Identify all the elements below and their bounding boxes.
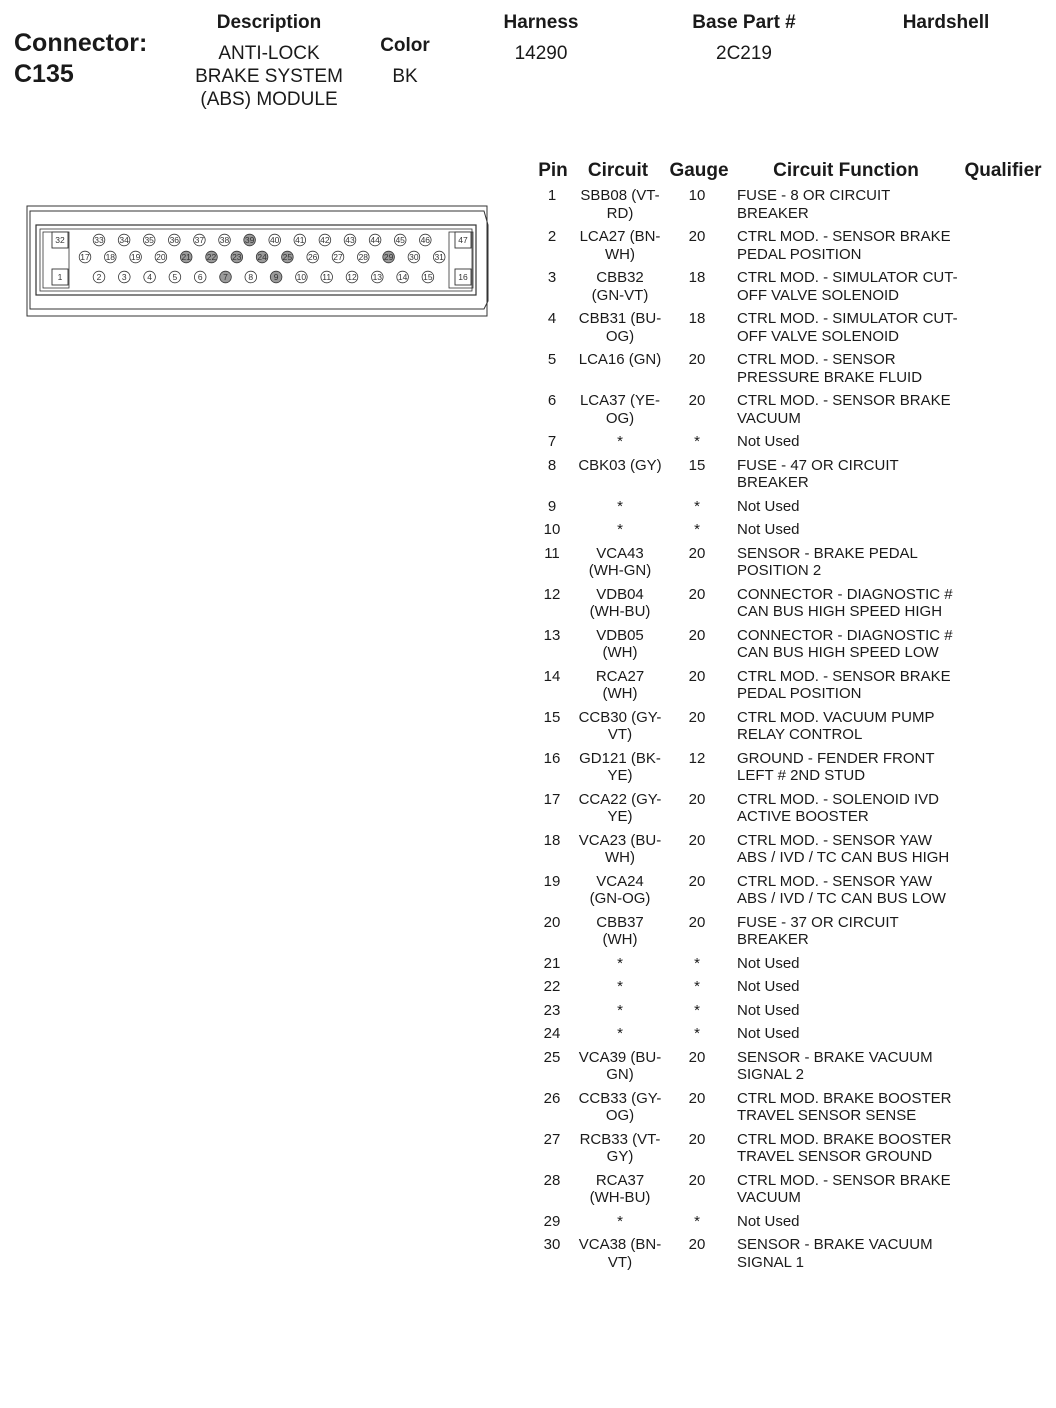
table-row <box>528 1131 1056 1172</box>
pin-number-label: 14 <box>397 272 408 282</box>
pin-cell: 8 <box>547 456 557 474</box>
function-cell: Not Used <box>737 1212 800 1230</box>
function-cell: Not Used <box>737 433 800 450</box>
pin-number-label: 38 <box>219 235 230 245</box>
table-row <box>528 392 1056 433</box>
circuit-cell: RCA37 (WH-BU) <box>589 1171 651 1206</box>
table-row <box>528 545 1056 586</box>
circuit-cell: CBK03 (GY) <box>578 456 662 474</box>
pin-number-label: 8 <box>248 272 254 282</box>
circuit-cell: * <box>617 978 623 995</box>
table-row <box>528 791 1056 832</box>
pin-cell: 12 <box>543 585 561 603</box>
pin-cell: 24 <box>543 1025 561 1042</box>
pin-cell: 26 <box>543 1089 561 1107</box>
function-cell: Not Used <box>737 978 800 995</box>
table-row <box>528 433 1056 457</box>
pin-cell: 20 <box>543 913 561 931</box>
gauge-cell: * <box>694 978 700 995</box>
table-row <box>528 1025 1056 1049</box>
table-row <box>528 955 1056 979</box>
pin-number-label: 47 <box>458 235 468 245</box>
pin-cell: 6 <box>547 392 557 409</box>
pin-number-label: 37 <box>194 235 205 245</box>
circuit-cell: * <box>617 954 623 972</box>
pin-cell: 21 <box>543 954 561 972</box>
pin-cell: 28 <box>543 1171 561 1189</box>
col-header-circuit: Circuit <box>587 160 649 181</box>
pin-cell: 3 <box>547 269 557 286</box>
hardshell-label: Hardshell <box>902 12 990 33</box>
pin-number-label: 11 <box>322 272 332 282</box>
description-line: BRAKE SYSTEM <box>195 66 343 87</box>
circuit-cell: * <box>617 521 623 538</box>
gauge-cell: 20 <box>688 544 706 562</box>
gauge-cell: * <box>694 521 700 538</box>
connector-title <box>14 28 147 90</box>
function-cell: CTRL MOD. - SOLENOID IVD ACTIVE BOOSTER <box>737 790 939 825</box>
connector-pins <box>52 232 471 285</box>
pin-number-label: 23 <box>232 252 242 262</box>
circuit-cell: LCA37 (YE-OG) <box>579 392 661 427</box>
pin-number-label: 24 <box>257 252 267 262</box>
function-cell: CTRL MOD. - SIMULATOR CUT-OFF VALVE SOLENOID <box>737 310 958 345</box>
table-row <box>528 978 1056 1002</box>
pin-number-label: 41 <box>295 235 305 245</box>
pin-cell: 27 <box>543 1130 561 1148</box>
gauge-cell: 20 <box>688 392 706 409</box>
table-row <box>528 1002 1056 1026</box>
pin-cell: 11 <box>544 544 560 562</box>
pin-number-label: 29 <box>383 252 394 262</box>
gauge-cell: 20 <box>688 1236 706 1253</box>
pin-number-label: 17 <box>80 252 90 262</box>
table-row <box>528 627 1056 668</box>
function-cell: Not Used <box>737 954 800 972</box>
circuit-cell: VDB05 (WH) <box>596 626 644 661</box>
pin-cell: 18 <box>543 831 561 849</box>
function-cell: SENSOR - BRAKE PEDAL POSITION 2 <box>737 544 918 579</box>
pin-cell: 23 <box>543 1001 561 1019</box>
function-cell: Not Used <box>737 1025 800 1042</box>
pin-number-label: 42 <box>320 235 330 245</box>
table-row <box>528 832 1056 873</box>
harness-label: Harness <box>503 12 579 33</box>
circuit-cell: VCA24 (GN-OG) <box>589 872 651 907</box>
function-cell: SENSOR - BRAKE VACUUM SIGNAL 2 <box>737 1048 933 1083</box>
gauge-cell: 20 <box>688 626 706 644</box>
gauge-cell: 20 <box>688 831 706 849</box>
gauge-cell: * <box>694 1001 700 1019</box>
function-cell: SENSOR - BRAKE VACUUM SIGNAL 1 <box>737 1236 933 1271</box>
pin-cell: 19 <box>543 872 561 890</box>
pin-number-label: 2 <box>96 272 102 282</box>
function-cell: FUSE - 37 OR CIRCUIT BREAKER <box>737 913 899 948</box>
gauge-cell: 20 <box>688 585 706 603</box>
circuit-cell: VCA43 (WH-GN) <box>588 544 652 579</box>
gauge-cell: * <box>694 497 700 515</box>
pin-number-label: 40 <box>269 235 280 245</box>
pin-cell: 10 <box>543 521 561 538</box>
col-header-pin: Pin <box>538 160 568 181</box>
circuit-cell: SBB08 (VT-RD) <box>580 187 660 222</box>
pin-cell: 29 <box>543 1212 561 1230</box>
gauge-cell: * <box>694 1212 700 1230</box>
circuit-cell: CCB33 (GY-OG) <box>578 1089 662 1124</box>
connector-label: Connector: <box>14 29 148 57</box>
table-row <box>528 873 1056 914</box>
base-part-label: Base Part # <box>692 12 796 33</box>
function-cell: FUSE - 47 OR CIRCUIT BREAKER <box>737 456 899 491</box>
pin-cell: 16 <box>543 749 561 767</box>
table-row <box>528 1213 1056 1237</box>
circuit-cell: CBB32 (GN-VT) <box>591 269 649 304</box>
circuit-cell: * <box>617 1001 623 1019</box>
pin-number-label: 21 <box>181 252 191 262</box>
pin-number-label: 27 <box>333 252 343 262</box>
function-cell: CTRL MOD. - SENSOR BRAKE VACUUM <box>737 392 951 427</box>
col-header-gauge: Gauge <box>669 160 729 181</box>
gauge-cell: 20 <box>688 1089 706 1107</box>
connector-face-diagram <box>26 205 492 317</box>
gauge-cell: 10 <box>688 187 706 204</box>
function-cell: CTRL MOD. - SENSOR BRAKE PEDAL POSITION <box>737 228 951 263</box>
harness-value: 14290 <box>514 43 568 64</box>
pin-number-label: 46 <box>420 235 431 245</box>
function-cell: CTRL MOD. - SENSOR YAW ABS / IVD / TC CAN BUS HIGH <box>737 831 950 866</box>
gauge-cell: 20 <box>688 351 706 368</box>
gauge-cell: 18 <box>688 310 706 327</box>
gauge-cell: * <box>694 954 700 972</box>
pin-table <box>528 187 1056 1277</box>
function-cell: CTRL MOD. BRAKE BOOSTER TRAVEL SENSOR SENSE <box>737 1089 952 1124</box>
function-cell: CTRL MOD. - SIMULATOR CUT-OFF VALVE SOLENOID <box>737 269 958 304</box>
pin-number-label: 3 <box>121 272 127 282</box>
circuit-cell: RCA27 (WH) <box>595 667 645 702</box>
pin-number-label: 6 <box>197 272 203 282</box>
table-row <box>528 187 1056 228</box>
pin-number-label: 13 <box>372 272 383 282</box>
function-cell: GROUND - FENDER FRONT LEFT # 2ND STUD <box>737 749 935 784</box>
circuit-cell: RCB33 (VT-GY) <box>579 1130 661 1165</box>
table-row <box>528 1049 1056 1090</box>
circuit-cell: VCA39 (BU-GN) <box>578 1048 662 1083</box>
gauge-cell: * <box>694 1025 700 1042</box>
table-row <box>528 750 1056 791</box>
pin-cell: 5 <box>547 351 557 368</box>
pin-number-label: 10 <box>296 272 307 282</box>
table-row <box>528 1236 1056 1277</box>
table-row <box>528 521 1056 545</box>
gauge-cell: 20 <box>688 708 706 726</box>
circuit-cell: VCA23 (BU-WH) <box>578 831 662 866</box>
pin-number-label: 25 <box>282 252 293 262</box>
description-line: ANTI-LOCK <box>218 43 320 64</box>
gauge-cell: 20 <box>688 228 706 245</box>
pin-number-label: 22 <box>206 252 217 262</box>
pin-number-label: 43 <box>345 235 355 245</box>
function-cell: Not Used <box>737 1001 800 1019</box>
circuit-cell: VDB04 (WH-BU) <box>589 585 651 620</box>
pin-number-label: 18 <box>105 252 116 262</box>
circuit-cell: CBB37 (WH) <box>596 913 644 948</box>
function-cell: CTRL MOD. - SENSOR YAW ABS / IVD / TC CAN BUS LOW <box>737 872 946 907</box>
function-cell: CTRL MOD. VACUUM PUMP RELAY CONTROL <box>737 708 935 743</box>
pin-cell: 7 <box>547 433 557 450</box>
base-part-value: 2C219 <box>716 43 772 64</box>
circuit-cell: GD121 (BK-YE) <box>579 749 661 784</box>
pin-number-label: 1 <box>57 272 63 282</box>
gauge-cell: 20 <box>688 872 706 890</box>
pin-number-label: 4 <box>147 272 152 282</box>
col-header-circuit-function: Circuit Function <box>773 160 919 181</box>
pin-number-label: 34 <box>119 235 129 245</box>
pin-number-label: 19 <box>130 252 141 262</box>
gauge-cell: 18 <box>688 269 706 286</box>
circuit-cell: * <box>617 1025 623 1042</box>
gauge-cell: 15 <box>688 456 706 474</box>
table-row <box>528 228 1056 269</box>
circuit-cell: CCA22 (GY-YE) <box>578 790 662 825</box>
table-row <box>528 1090 1056 1131</box>
pin-number-label: 31 <box>434 252 444 262</box>
gauge-cell: * <box>694 433 700 450</box>
col-header-qualifier: Qualifier <box>964 160 1042 181</box>
circuit-cell: * <box>617 497 623 515</box>
gauge-cell: 20 <box>688 1171 706 1189</box>
pin-number-label: 7 <box>223 272 228 282</box>
circuit-cell: CBB31 (BU-OG) <box>578 310 662 345</box>
table-row <box>528 709 1056 750</box>
function-cell: CONNECTOR - DIAGNOSTIC # CAN BUS HIGH SPEED LOW <box>737 626 953 661</box>
pin-number-label: 45 <box>395 235 405 245</box>
pin-cell: 30 <box>543 1236 561 1253</box>
pin-cell: 2 <box>547 228 557 245</box>
description-line: (ABS) MODULE <box>200 89 338 110</box>
pin-number-label: 44 <box>370 235 380 245</box>
gauge-cell: 20 <box>688 667 706 685</box>
color-label: Color <box>380 35 430 56</box>
table-row <box>528 457 1056 498</box>
pin-cell: 25 <box>543 1048 561 1066</box>
table-row <box>528 498 1056 522</box>
pin-number-label: 33 <box>94 235 104 245</box>
function-cell: CTRL MOD. - SENSOR BRAKE VACUUM <box>737 1171 951 1206</box>
pin-number-label: 20 <box>156 252 166 262</box>
pin-cell: 4 <box>547 310 557 327</box>
pin-number-label: 32 <box>55 235 65 245</box>
gauge-cell: 20 <box>688 1048 706 1066</box>
pin-cell: 14 <box>543 667 561 685</box>
function-cell: CTRL MOD. - SENSOR PRESSURE BRAKE FLUID <box>737 351 923 386</box>
description-value <box>169 42 369 111</box>
pin-cell: 17 <box>543 790 561 808</box>
table-row <box>528 668 1056 709</box>
pin-cell: 1 <box>547 187 557 204</box>
function-cell: Not Used <box>737 521 800 538</box>
circuit-cell: * <box>617 1212 623 1230</box>
function-cell: FUSE - 8 OR CIRCUIT BREAKER <box>737 187 891 222</box>
gauge-cell: 20 <box>688 913 706 931</box>
function-cell: CONNECTOR - DIAGNOSTIC # CAN BUS HIGH SPEED HIGH <box>737 585 953 620</box>
pin-number-label: 35 <box>144 235 154 245</box>
table-row <box>528 1172 1056 1213</box>
pin-cell: 15 <box>543 708 561 726</box>
pin-cell: 22 <box>543 978 561 995</box>
pin-number-label: 26 <box>307 252 318 262</box>
table-row <box>528 914 1056 955</box>
gauge-cell: 12 <box>688 749 706 767</box>
pin-cell: 13 <box>543 626 561 644</box>
circuit-cell: LCA16 (GN) <box>578 351 662 368</box>
description-label: Description <box>216 12 322 33</box>
pin-number-label: 28 <box>358 252 369 262</box>
pin-number-label: 30 <box>409 252 419 262</box>
table-row <box>528 351 1056 392</box>
color-value: BK <box>392 66 418 87</box>
circuit-cell: VCA38 (BN-VT) <box>578 1236 662 1271</box>
pin-number-label: 12 <box>347 272 357 282</box>
pin-number-label: 5 <box>172 272 178 282</box>
table-row <box>528 586 1056 627</box>
pin-number-label: 39 <box>244 235 255 245</box>
circuit-cell: CCB30 (GY-VT) <box>578 708 662 743</box>
circuit-cell: LCA27 (BN-WH) <box>579 228 661 263</box>
function-cell: CTRL MOD. BRAKE BOOSTER TRAVEL SENSOR GROUND <box>737 1130 952 1165</box>
table-row <box>528 310 1056 351</box>
gauge-cell: 20 <box>688 790 706 808</box>
table-row <box>528 269 1056 310</box>
pin-number-label: 9 <box>273 272 279 282</box>
pin-cell: 9 <box>547 497 557 515</box>
function-cell: Not Used <box>737 497 800 515</box>
connector-id: C135 <box>14 60 74 88</box>
pin-number-label: 15 <box>423 272 433 282</box>
circuit-cell: * <box>617 433 623 450</box>
pin-number-label: 16 <box>458 272 468 282</box>
function-cell: CTRL MOD. - SENSOR BRAKE PEDAL POSITION <box>737 667 951 702</box>
pin-number-label: 36 <box>169 235 180 245</box>
gauge-cell: 20 <box>688 1130 706 1148</box>
